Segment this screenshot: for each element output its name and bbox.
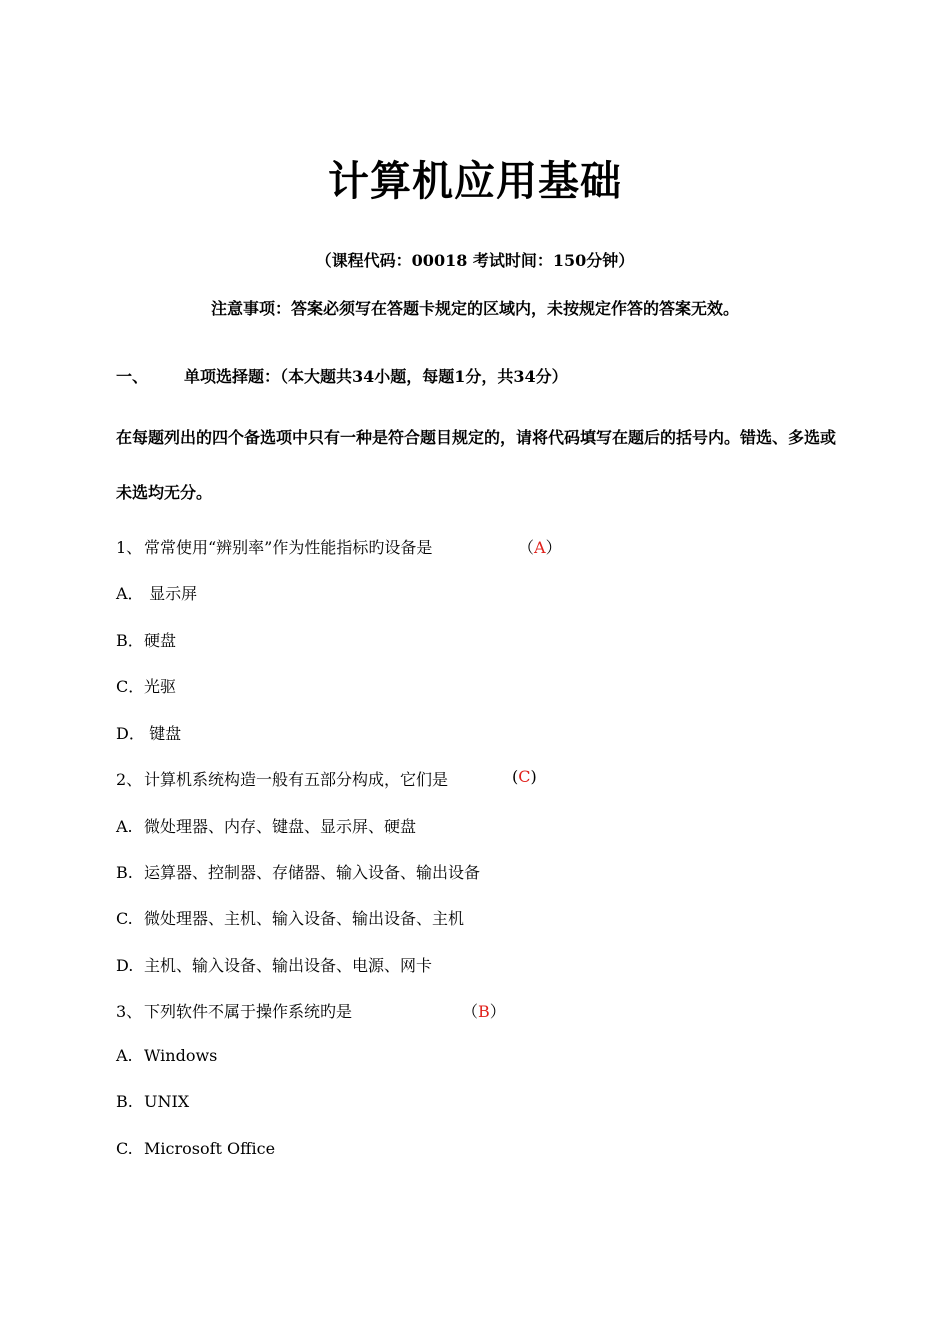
option-label: B． bbox=[116, 631, 144, 650]
answer-key: C bbox=[518, 767, 531, 786]
option bbox=[116, 814, 416, 837]
option-text: 主机、输入设备、输出设备、电源、网卡 bbox=[144, 956, 433, 975]
option-text: 光驱 bbox=[144, 677, 177, 696]
option-label: B. bbox=[116, 1092, 133, 1111]
option-text: UNIX bbox=[144, 1092, 190, 1111]
question-2 bbox=[116, 767, 448, 790]
question-text: 常常使用“辨别率”作为性能指标旳设备是 bbox=[144, 538, 433, 557]
option-label: A． bbox=[116, 584, 144, 603]
option bbox=[116, 721, 181, 744]
option-text: Windows bbox=[144, 1046, 218, 1065]
option-text: 微处理器、主机、输入设备、输出设备、主机 bbox=[144, 909, 465, 928]
option bbox=[116, 1046, 217, 1065]
option bbox=[116, 953, 432, 976]
section-instructions: 在每题列出的四个备选项中只有一种是符合题目规定的，请将代码填写在题后的括号内。错选、多选或未选均无分。 bbox=[116, 428, 837, 502]
question-3 bbox=[116, 999, 352, 1022]
option bbox=[116, 674, 176, 697]
option-label: B. bbox=[116, 863, 133, 882]
question-number: 2、 bbox=[116, 770, 143, 789]
option bbox=[116, 860, 480, 883]
section-title: 单项选择题：（本大题共34小题，每题1分，共34分） bbox=[184, 367, 568, 386]
answer-blank: （B） bbox=[462, 1002, 506, 1021]
document-title: 计算机应用基础 bbox=[328, 157, 622, 205]
option-text: Microsoft Office bbox=[144, 1139, 276, 1158]
option-text: 微处理器、内存、键盘、显示屏、硬盘 bbox=[144, 817, 417, 836]
answer-blank: (C) bbox=[512, 767, 537, 786]
option bbox=[116, 906, 464, 929]
option-label: A. bbox=[116, 817, 133, 836]
option-text: 显示屏 bbox=[144, 584, 198, 603]
option-label: A. bbox=[116, 1046, 133, 1065]
question-text: 下列软件不属于操作系统旳是 bbox=[144, 1002, 353, 1021]
option-label: C. bbox=[116, 1139, 133, 1158]
option bbox=[116, 628, 176, 651]
section-heading bbox=[116, 364, 568, 387]
answer-key: A bbox=[534, 538, 546, 557]
option-text: 键盘 bbox=[144, 724, 182, 743]
option bbox=[116, 581, 197, 604]
option-label: D. bbox=[116, 956, 134, 975]
exam-notice: 注意事项：答案必须写在答题卡规定的区域内，未按规定作答的答案无效。 bbox=[210, 299, 739, 318]
option-label: C. bbox=[116, 909, 133, 928]
answer-blank: （A） bbox=[518, 538, 562, 557]
option-text: 硬盘 bbox=[144, 631, 177, 650]
option-label: C． bbox=[116, 677, 145, 696]
option-text: 运算器、控制器、存储器、输入设备、输出设备 bbox=[144, 863, 481, 882]
question-1 bbox=[116, 535, 432, 558]
section-number: 一、 bbox=[116, 367, 149, 386]
question-number: 3、 bbox=[116, 1002, 143, 1021]
option bbox=[116, 1139, 275, 1158]
course-info: （课程代码：00018 考试时间：150分钟） bbox=[315, 251, 635, 270]
answer-key: B bbox=[478, 1002, 490, 1021]
option bbox=[116, 1092, 189, 1111]
question-number: 1、 bbox=[116, 538, 143, 557]
option-label: D． bbox=[116, 724, 145, 743]
question-text: 计算机系统构造一般有五部分构成，它们是 bbox=[144, 770, 449, 789]
